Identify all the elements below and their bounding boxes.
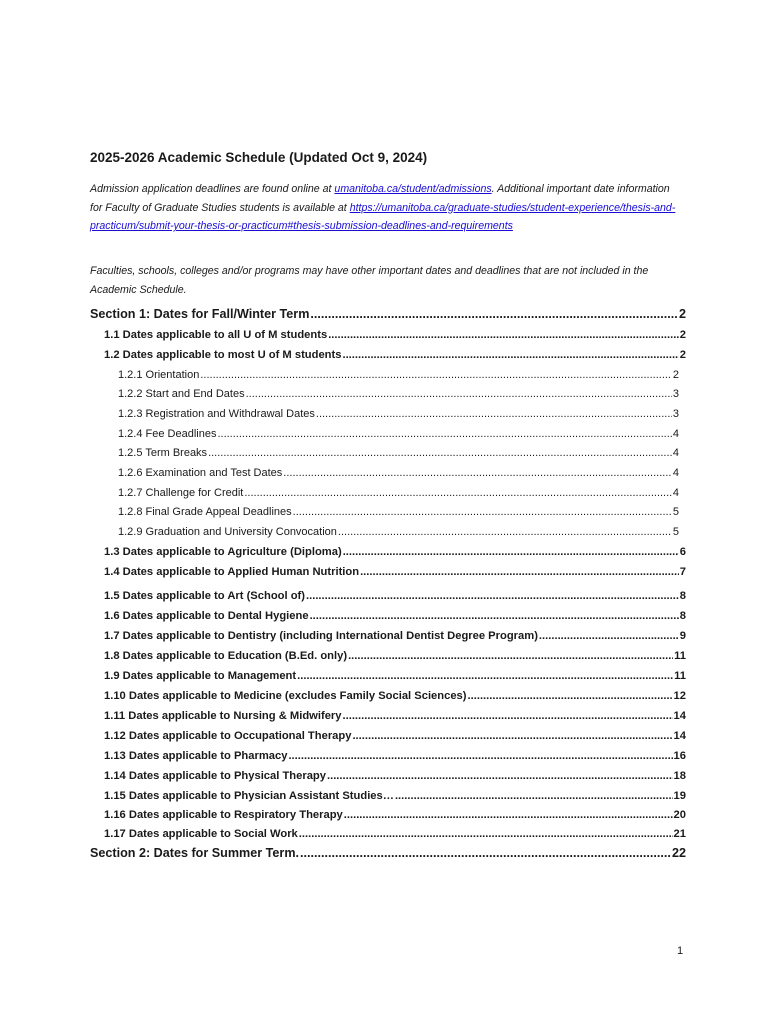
toc-leader-dots [299, 828, 673, 840]
toc-page-number: 7 [679, 566, 686, 578]
toc-label: 1.13 Dates applicable to Pharmacy [104, 750, 288, 762]
toc-leader-dots [200, 369, 672, 381]
note-paragraph: Faculties, schools, colleges and/or programs may have other important dates and deadlines that are not included in the Academic Schedule. [90, 265, 649, 296]
toc-entry-1-7[interactable] [104, 630, 686, 642]
toc-label: 1.16 Dates applicable to Respiratory Therapy [104, 809, 343, 821]
toc-page-number: 12 [673, 690, 686, 702]
toc-page-number: 19 [673, 790, 686, 802]
toc-section-1[interactable] [90, 307, 686, 321]
toc-entry-1-12[interactable] [104, 730, 686, 742]
toc-entry-1-2-6[interactable] [118, 467, 679, 479]
toc-section-2[interactable] [90, 846, 686, 860]
toc-page-number: 18 [673, 770, 686, 782]
toc-label: 1.1 Dates applicable to all U of M students [104, 329, 328, 341]
toc-entry-1-2-5[interactable] [118, 447, 679, 459]
toc-leader-dots [342, 349, 678, 361]
toc-page-number: 4 [672, 428, 679, 440]
toc-leader-dots [343, 710, 673, 722]
toc-entry-1-13[interactable] [104, 750, 686, 762]
toc-label: 1.3 Dates applicable to Agriculture (Diploma) [104, 546, 342, 558]
toc-label: 1.2.2 Start and End Dates [118, 388, 245, 400]
toc-label: 1.2.7 Challenge for Credit [118, 487, 244, 499]
toc-entry-1-10[interactable] [104, 690, 686, 702]
toc-label: 1.2.8 Final Grade Appeal Deadlines [118, 506, 292, 518]
toc-leader-dots [217, 428, 671, 440]
toc-page-number: 4 [672, 447, 679, 459]
toc-label: 1.10 Dates applicable to Medicine (excludes Family Social Sciences) [104, 690, 467, 702]
toc-entry-1-2-4[interactable] [118, 428, 679, 440]
toc-page-number: 2 [678, 307, 686, 321]
toc-entry-1-3[interactable] [104, 546, 686, 558]
toc-page-number: 6 [679, 546, 686, 558]
toc-leader-dots [352, 730, 672, 742]
toc-entry-1-6[interactable] [104, 610, 686, 622]
toc-page-number: 5 [672, 506, 679, 518]
toc-entry-1-17[interactable] [104, 828, 686, 840]
toc-label: 1.4 Dates applicable to Applied Human Nutrition [104, 566, 360, 578]
toc-leader-dots [328, 329, 679, 341]
toc-entry-1-9[interactable] [104, 670, 686, 682]
toc-leader-dots [327, 770, 673, 782]
document-title: 2025-2026 Academic Schedule (Updated Oct 9, 2024) [90, 150, 428, 165]
toc-leader-dots [244, 487, 672, 499]
toc-leader-dots [288, 750, 672, 762]
toc-label: 1.2.1 Orientation [118, 369, 200, 381]
toc-leader-dots [246, 388, 672, 400]
toc-leader-dots [360, 566, 679, 578]
toc-entry-1-8[interactable] [104, 650, 686, 662]
toc-page-number: 11 [674, 670, 686, 682]
toc-entry-1-2-9[interactable] [118, 526, 679, 538]
toc-label: 1.9 Dates applicable to Management [104, 670, 297, 682]
toc-page-number: 20 [673, 809, 686, 821]
toc-page-number: 21 [673, 828, 686, 840]
toc-page-number: 16 [673, 750, 686, 762]
toc-label: 1.2 Dates applicable to most U of M students [104, 349, 342, 361]
toc-label: 1.2.5 Term Breaks [118, 447, 208, 459]
toc-leader-dots [395, 790, 673, 802]
toc-entry-1-5[interactable] [104, 590, 686, 602]
toc-leader-dots [343, 546, 679, 558]
toc-entry-1-2-1[interactable] [118, 369, 679, 381]
toc-label: 1.17 Dates applicable to Social Work [104, 828, 298, 840]
toc-page-number: 14 [673, 710, 686, 722]
toc-label: 1.11 Dates applicable to Nursing & Midwifery [104, 710, 342, 722]
toc-page-number: 8 [679, 610, 686, 622]
toc-entry-1-4[interactable] [104, 566, 686, 578]
toc-label: 1.7 Dates applicable to Dentistry (including International Dentist Degree Program) [104, 630, 538, 642]
toc-leader-dots [539, 630, 679, 642]
toc-entry-1-16[interactable] [104, 809, 686, 821]
toc-page-number: 9 [679, 630, 686, 642]
toc-entry-1-11[interactable] [104, 710, 686, 722]
toc-entry-1-2-7[interactable] [118, 487, 679, 499]
toc-label: 1.2.6 Examination and Test Dates [118, 467, 283, 479]
toc-page-number: 22 [671, 846, 686, 860]
intro-text-1: Admission application deadlines are found online at [90, 183, 335, 195]
toc-leader-dots [208, 447, 672, 459]
toc-entry-1-2-3[interactable] [118, 408, 679, 420]
toc-label: Section 1: Dates for Fall/Winter Term [90, 307, 310, 321]
toc-entry-1-2-2[interactable] [118, 388, 679, 400]
graduate-studies-link[interactable]: https://umanitoba.ca/graduate-studies/student-experience/thesis-and-practicum/submit-your-thesis-or-practicum#thesis-submission-deadlines-and-requirements [90, 201, 676, 233]
admissions-link[interactable]: umanitoba.ca/student/admissions [334, 183, 492, 195]
toc-leader-dots [348, 650, 673, 662]
toc-leader-dots [316, 408, 672, 420]
intro-text-2: . Additional important date information for Faculty of Graduate Studies students is available at [90, 183, 670, 214]
toc-label: 1.14 Dates applicable to Physical Therapy [104, 770, 326, 782]
toc-leader-dots [306, 590, 679, 602]
intro-paragraph [90, 180, 680, 236]
page-number: 1 [677, 945, 684, 957]
toc-page-number: 2 [679, 329, 686, 341]
toc-leader-dots [283, 467, 672, 479]
toc-page-number: 8 [679, 590, 686, 602]
toc-leader-dots [468, 690, 673, 702]
toc-label: 1.15 Dates applicable to Physician Assistant Studies… [104, 790, 394, 802]
toc-entry-1-15[interactable] [104, 790, 686, 802]
toc-label: 1.5 Dates applicable to Art (School of) [104, 590, 305, 602]
toc-page-number: 11 [674, 650, 686, 662]
toc-leader-dots [310, 307, 678, 321]
toc-label: 1.2.4 Fee Deadlines [118, 428, 217, 440]
toc-label: 1.6 Dates applicable to Dental Hygiene [104, 610, 309, 622]
toc-page-number: 4 [672, 487, 679, 499]
toc-label: 1.2.3 Registration and Withdrawal Dates [118, 408, 315, 420]
toc-entry-1-1[interactable] [104, 329, 686, 341]
toc-leader-dots [293, 506, 672, 518]
toc-leader-dots [310, 610, 679, 622]
toc-leader-dots [300, 846, 671, 860]
toc-label: Section 2: Dates for Summer Term. [90, 846, 300, 860]
toc-page-number: 4 [672, 467, 679, 479]
toc-label: 1.8 Dates applicable to Education (B.Ed. only) [104, 650, 348, 662]
toc-leader-dots [338, 526, 672, 538]
toc-entry-1-2[interactable] [104, 349, 686, 361]
toc-page-number: 5 [672, 526, 679, 538]
toc-page-number: 3 [672, 388, 679, 400]
toc-entry-1-2-8[interactable] [118, 506, 679, 518]
toc-page-number: 2 [672, 369, 679, 381]
toc-label: 1.12 Dates applicable to Occupational Therapy [104, 730, 352, 742]
toc-entry-1-14[interactable] [104, 770, 686, 782]
toc-page-number: 3 [672, 408, 679, 420]
toc-label: 1.2.9 Graduation and University Convocation [118, 526, 337, 538]
toc-leader-dots [344, 809, 673, 821]
toc-leader-dots [297, 670, 673, 682]
toc-page-number: 2 [679, 349, 686, 361]
toc-page-number: 14 [673, 730, 686, 742]
